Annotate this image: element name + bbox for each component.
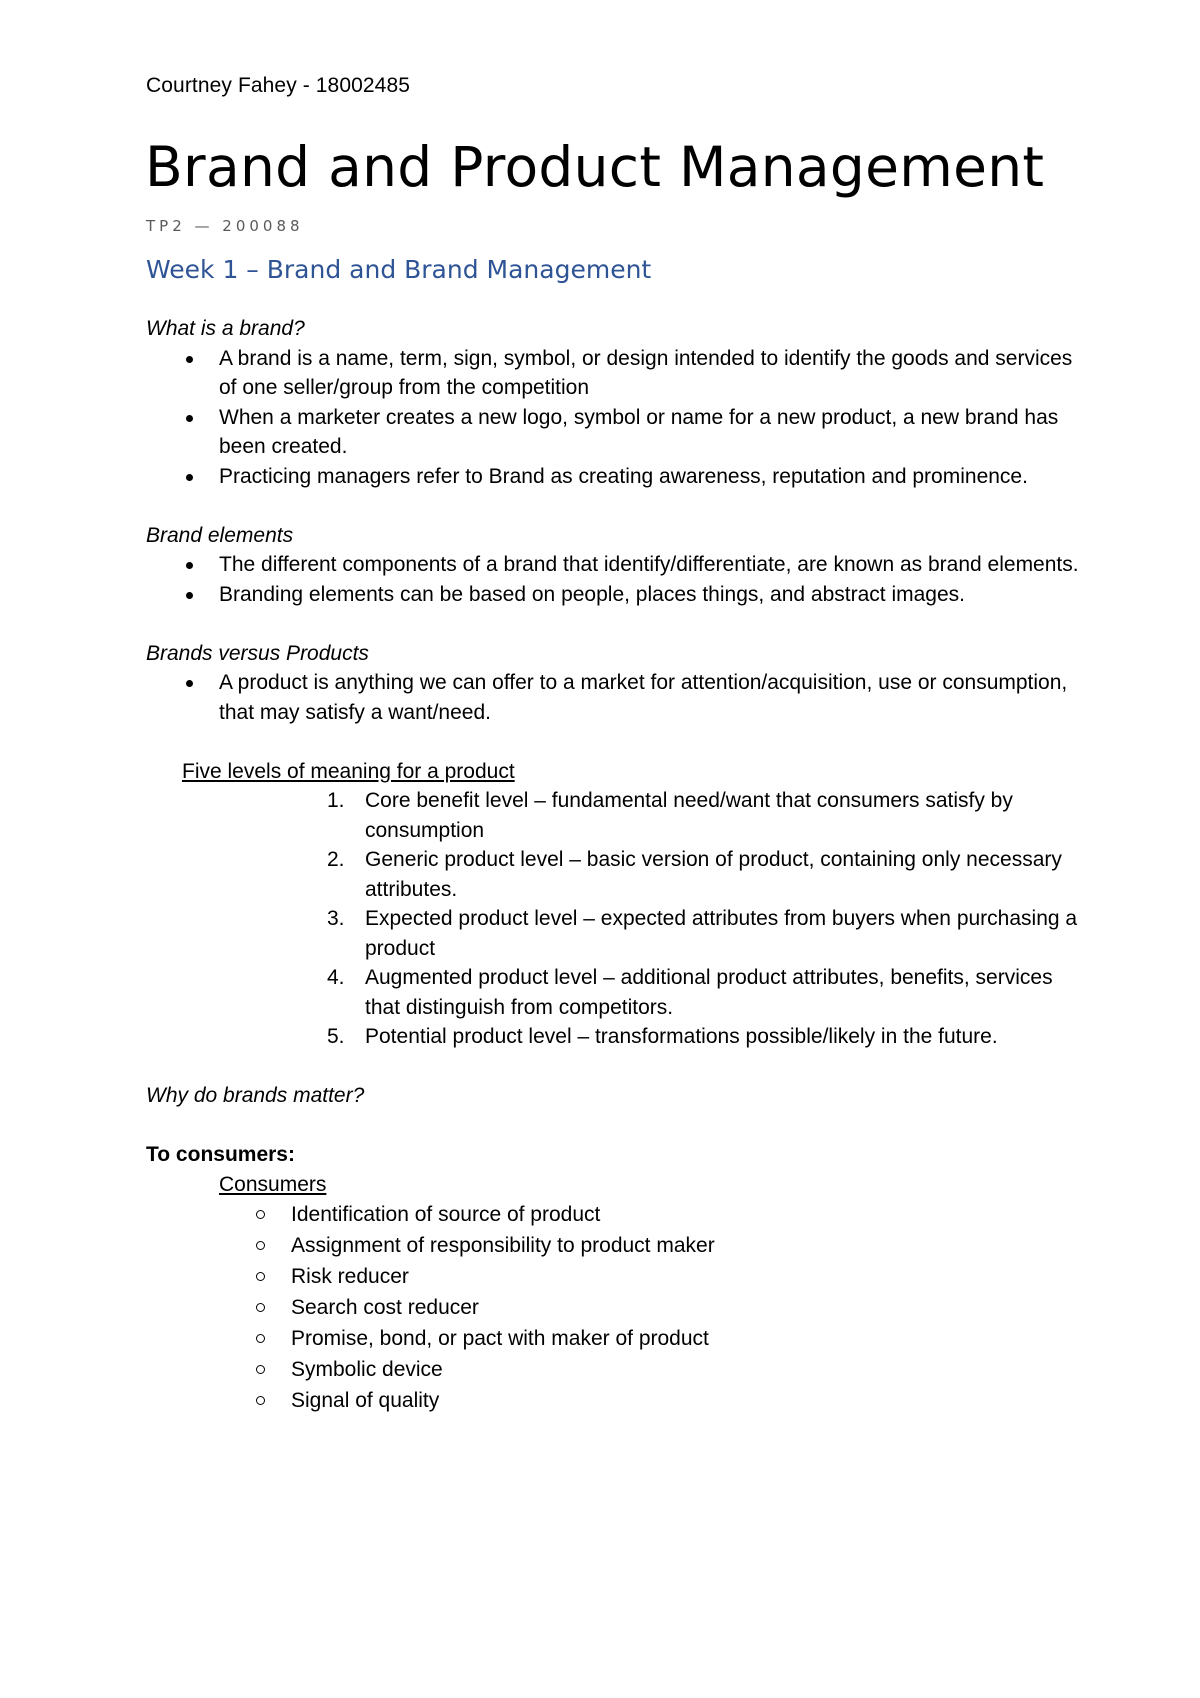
list-item: 1. Core benefit level – fundamental need/want that consumers satisfy by consumption: [327, 789, 1013, 842]
consumers-subheading: Consumers: [219, 1172, 327, 1196]
spacer: [146, 491, 1086, 521]
list-item: A brand is a name, term, sign, symbol, or design intended to identify the goods and services of one seller/group from the competition: [146, 344, 1086, 403]
section-heading-brand-elements: Brand elements: [146, 523, 294, 547]
circle-bullet-icon: [256, 1365, 265, 1374]
list-item: When a marketer creates a new logo, symbol or name for a new product, a new brand has been created.: [146, 403, 1086, 462]
circle-bullet-icon: [256, 1334, 265, 1343]
author-line: Courtney Fahey - 18002485: [146, 74, 411, 97]
circle-bullet-icon: [256, 1396, 265, 1405]
list-item: Symbolic device: [146, 1354, 1086, 1385]
list-item: Promise, bond, or pact with maker of product: [146, 1323, 1086, 1354]
what-is-brand-list: [146, 344, 1086, 492]
brand-elements-list: [146, 550, 1086, 609]
list-item: Search cost reducer: [146, 1292, 1086, 1323]
spacer: [146, 609, 1086, 639]
five-levels-list: [146, 786, 1086, 1052]
list-item: 2. Generic product level – basic version of product, containing only necessary attributes.: [327, 848, 1062, 901]
list-item: Practicing managers refer to Brand as creating awareness, reputation and prominence.: [146, 462, 1086, 492]
spacer: [146, 1052, 1086, 1082]
bullet-icon: [186, 474, 193, 481]
list-item: Risk reducer: [146, 1261, 1086, 1292]
list-item: Signal of quality: [146, 1385, 1086, 1416]
list-item: The different components of a brand that identify/differentiate, are known as brand elements.: [146, 550, 1086, 580]
document-title: Brand and Product Management: [145, 135, 1045, 199]
list-item: Identification of source of product: [146, 1199, 1086, 1230]
to-consumers-heading: To consumers:: [146, 1143, 295, 1166]
section-heading-brands-vs-products: Brands versus Products: [146, 641, 369, 665]
five-levels-heading: Five levels of meaning for a product: [182, 759, 515, 783]
brands-vs-products-list: [146, 668, 1086, 727]
bullet-icon: [186, 680, 193, 687]
bullet-icon: [186, 415, 193, 422]
bullet-icon: [186, 592, 193, 599]
list-item: 5. Potential product level – transformations possible/likely in the future.: [327, 1025, 998, 1048]
spacer: [146, 727, 1086, 757]
list-item: A product is anything we can offer to a market for attention/acquisition, use or consumption, that may satisfy a want/need.: [146, 668, 1086, 727]
list-item: 3. Expected product level – expected attributes from buyers when purchasing a product: [327, 907, 1078, 960]
list-item: Branding elements can be based on people, places things, and abstract images.: [146, 580, 1086, 610]
section-heading-why-brands-matter: Why do brands matter?: [146, 1084, 365, 1107]
week-heading: Week 1 – Brand and Brand Management: [146, 255, 652, 284]
section-heading-what-is-brand: What is a brand?: [146, 317, 305, 340]
bullet-icon: [186, 356, 193, 363]
circle-bullet-icon: [256, 1272, 265, 1281]
list-item: Assignment of responsibility to product maker: [146, 1230, 1086, 1261]
document-body: [146, 314, 1086, 1416]
circle-bullet-icon: [256, 1210, 265, 1219]
spacer: [146, 1111, 1086, 1141]
circle-bullet-icon: [256, 1303, 265, 1312]
document-subtitle: TP2 — 200088: [146, 217, 304, 235]
list-item: 4. Augmented product level – additional product attributes, benefits, services that distinguish from competitors.: [327, 966, 1053, 1019]
circle-bullet-icon: [256, 1241, 265, 1250]
bullet-icon: [186, 562, 193, 569]
consumers-list: [146, 1199, 1086, 1416]
